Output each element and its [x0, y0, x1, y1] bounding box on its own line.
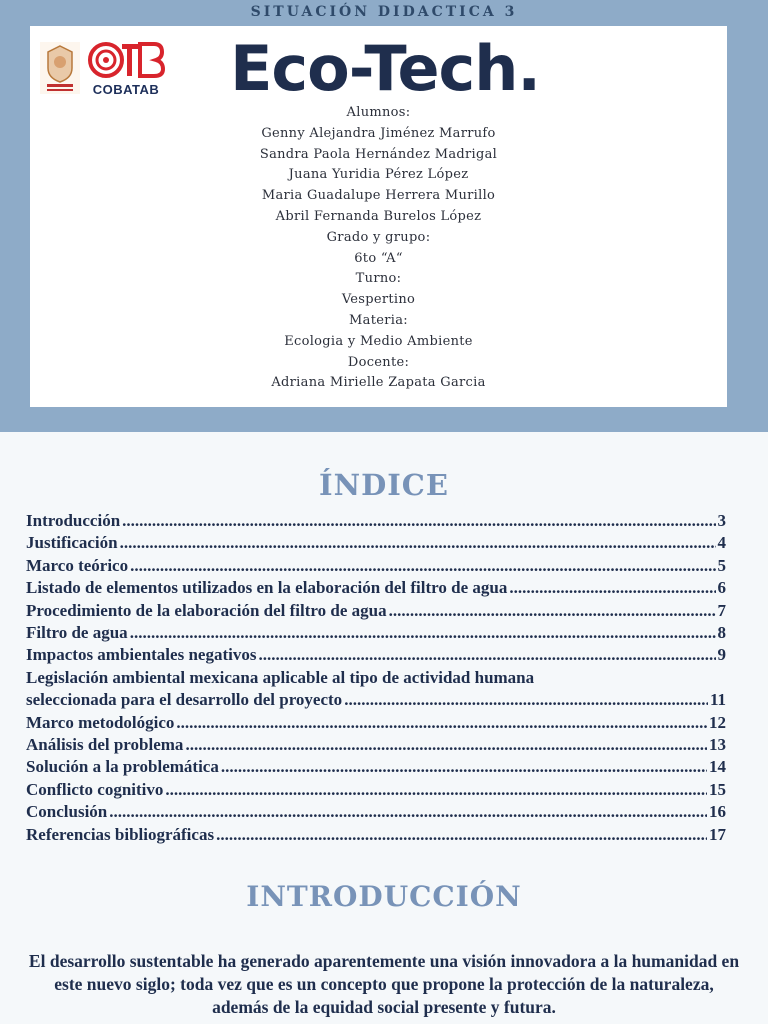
toc-label: Procedimiento de la elaboración del filtro de agua	[26, 600, 387, 620]
credits-block	[30, 103, 727, 394]
toc-entry[interactable]	[26, 600, 726, 622]
toc-label: Conflicto cognitivo	[26, 779, 164, 799]
toc-label: Marco teórico	[26, 555, 129, 575]
toc-label-line2: seleccionada para el desarrollo del proyecto	[26, 690, 343, 710]
toc-entry[interactable]	[26, 577, 726, 599]
toc-entry[interactable]	[26, 779, 726, 801]
toc-label: Marco metodológico	[26, 712, 175, 732]
toc-label: Listado de elementos utilizados en la elaboración del filtro de agua	[26, 578, 508, 598]
toc-entry[interactable]	[26, 801, 726, 823]
toc-dots	[165, 779, 707, 801]
toc-dots	[130, 622, 716, 644]
toc-entry[interactable]	[26, 824, 726, 846]
toc-label: Conclusión	[26, 802, 108, 822]
credit-line: Adriana Mirielle Zapata Garcia	[271, 375, 486, 391]
credit-line: Materia:	[349, 312, 408, 328]
toc-label: Filtro de agua	[26, 622, 128, 642]
toc-page: 12	[709, 712, 726, 732]
toc-page: 17	[709, 824, 726, 844]
toc-dots	[509, 577, 715, 599]
credit-line: Vespertino	[341, 292, 416, 308]
toc-dots	[122, 510, 715, 532]
indice-heading: ÍNDICE	[319, 468, 449, 502]
document-title: Eco-Tech.	[230, 32, 540, 105]
credit-line: Ecologia y Medio Ambiente	[284, 333, 473, 349]
toc-label: Referencias bibliográficas	[26, 824, 215, 844]
credit-line: Abril Fernanda Burelos López	[275, 208, 482, 224]
toc-page: 13	[709, 734, 726, 754]
toc-page: 9	[717, 645, 726, 665]
cobatab-logo	[86, 40, 166, 98]
toc-page: 5	[717, 555, 726, 575]
toc-dots	[344, 689, 708, 711]
situacion-header: SITUACIÓN DIDACTICA 3	[250, 4, 518, 20]
toc-label-line1: Legislación ambiental mexicana aplicable al tipo de actividad humana	[26, 667, 535, 687]
toc-page: 6	[717, 578, 726, 598]
toc-page: 8	[717, 622, 726, 642]
cover-card	[30, 26, 727, 407]
toc-entry[interactable]	[26, 734, 726, 756]
toc-entry[interactable]	[26, 644, 726, 666]
toc-label: Análisis del problema	[26, 734, 184, 754]
credit-line: Alumnos:	[346, 105, 411, 120]
toc-label: Impactos ambientales negativos	[26, 645, 257, 665]
toc-label: Solución a la problemática	[26, 757, 219, 777]
credit-line: 6to “A“	[354, 250, 403, 266]
introduccion-paragraph: El desarrollo sustentable ha generado aparentemente una visión innovadora a la humanidad en este nuevo siglo; toda vez que es un concepto que propone la protección de la naturaleza, además de la equidad social presente y futura.	[28, 951, 740, 1017]
toc-page: 14	[709, 757, 726, 777]
toc-dots	[389, 600, 716, 622]
toc-dots	[109, 801, 707, 823]
toc-dots	[130, 555, 715, 577]
toc-page: 7	[717, 600, 726, 620]
table-of-contents	[26, 510, 726, 846]
credit-line: Genny Alejandra Jiménez Marrufo	[261, 125, 496, 141]
toc-page: 16	[709, 802, 726, 822]
credit-line: Grado y grupo:	[326, 229, 431, 245]
credit-line: Sandra Paola Hernández Madrigal	[259, 146, 498, 162]
toc-label: Justificación	[26, 533, 118, 553]
tabasco-logo	[38, 40, 82, 96]
toc-dots	[176, 712, 707, 734]
toc-page: 15	[709, 779, 726, 799]
credit-line: Docente:	[347, 354, 410, 370]
toc-entry[interactable]	[26, 756, 726, 778]
toc-dots	[216, 824, 707, 846]
credit-line: Turno:	[355, 271, 402, 287]
toc-dots	[221, 756, 707, 778]
toc-entry[interactable]	[26, 667, 726, 712]
toc-dots	[258, 644, 715, 666]
cover-section	[0, 0, 768, 432]
cobatab-wordmark: COBATAB	[92, 82, 160, 97]
toc-entry[interactable]	[26, 510, 726, 532]
credit-line: Maria Guadalupe Herrera Murillo	[261, 188, 496, 204]
introduccion-heading: INTRODUCCIÓN	[246, 880, 522, 913]
credit-line: Juana Yuridia Pérez López	[288, 167, 469, 183]
toc-entry[interactable]	[26, 712, 726, 734]
toc-entry[interactable]	[26, 555, 726, 577]
toc-label: Introducción	[26, 511, 121, 530]
toc-entry[interactable]	[26, 532, 726, 554]
toc-page: 4	[717, 533, 726, 553]
toc-page: 3	[717, 511, 726, 530]
toc-page: 11	[709, 690, 726, 710]
toc-dots	[185, 734, 707, 756]
toc-entry[interactable]	[26, 622, 726, 644]
toc-dots	[120, 532, 716, 554]
